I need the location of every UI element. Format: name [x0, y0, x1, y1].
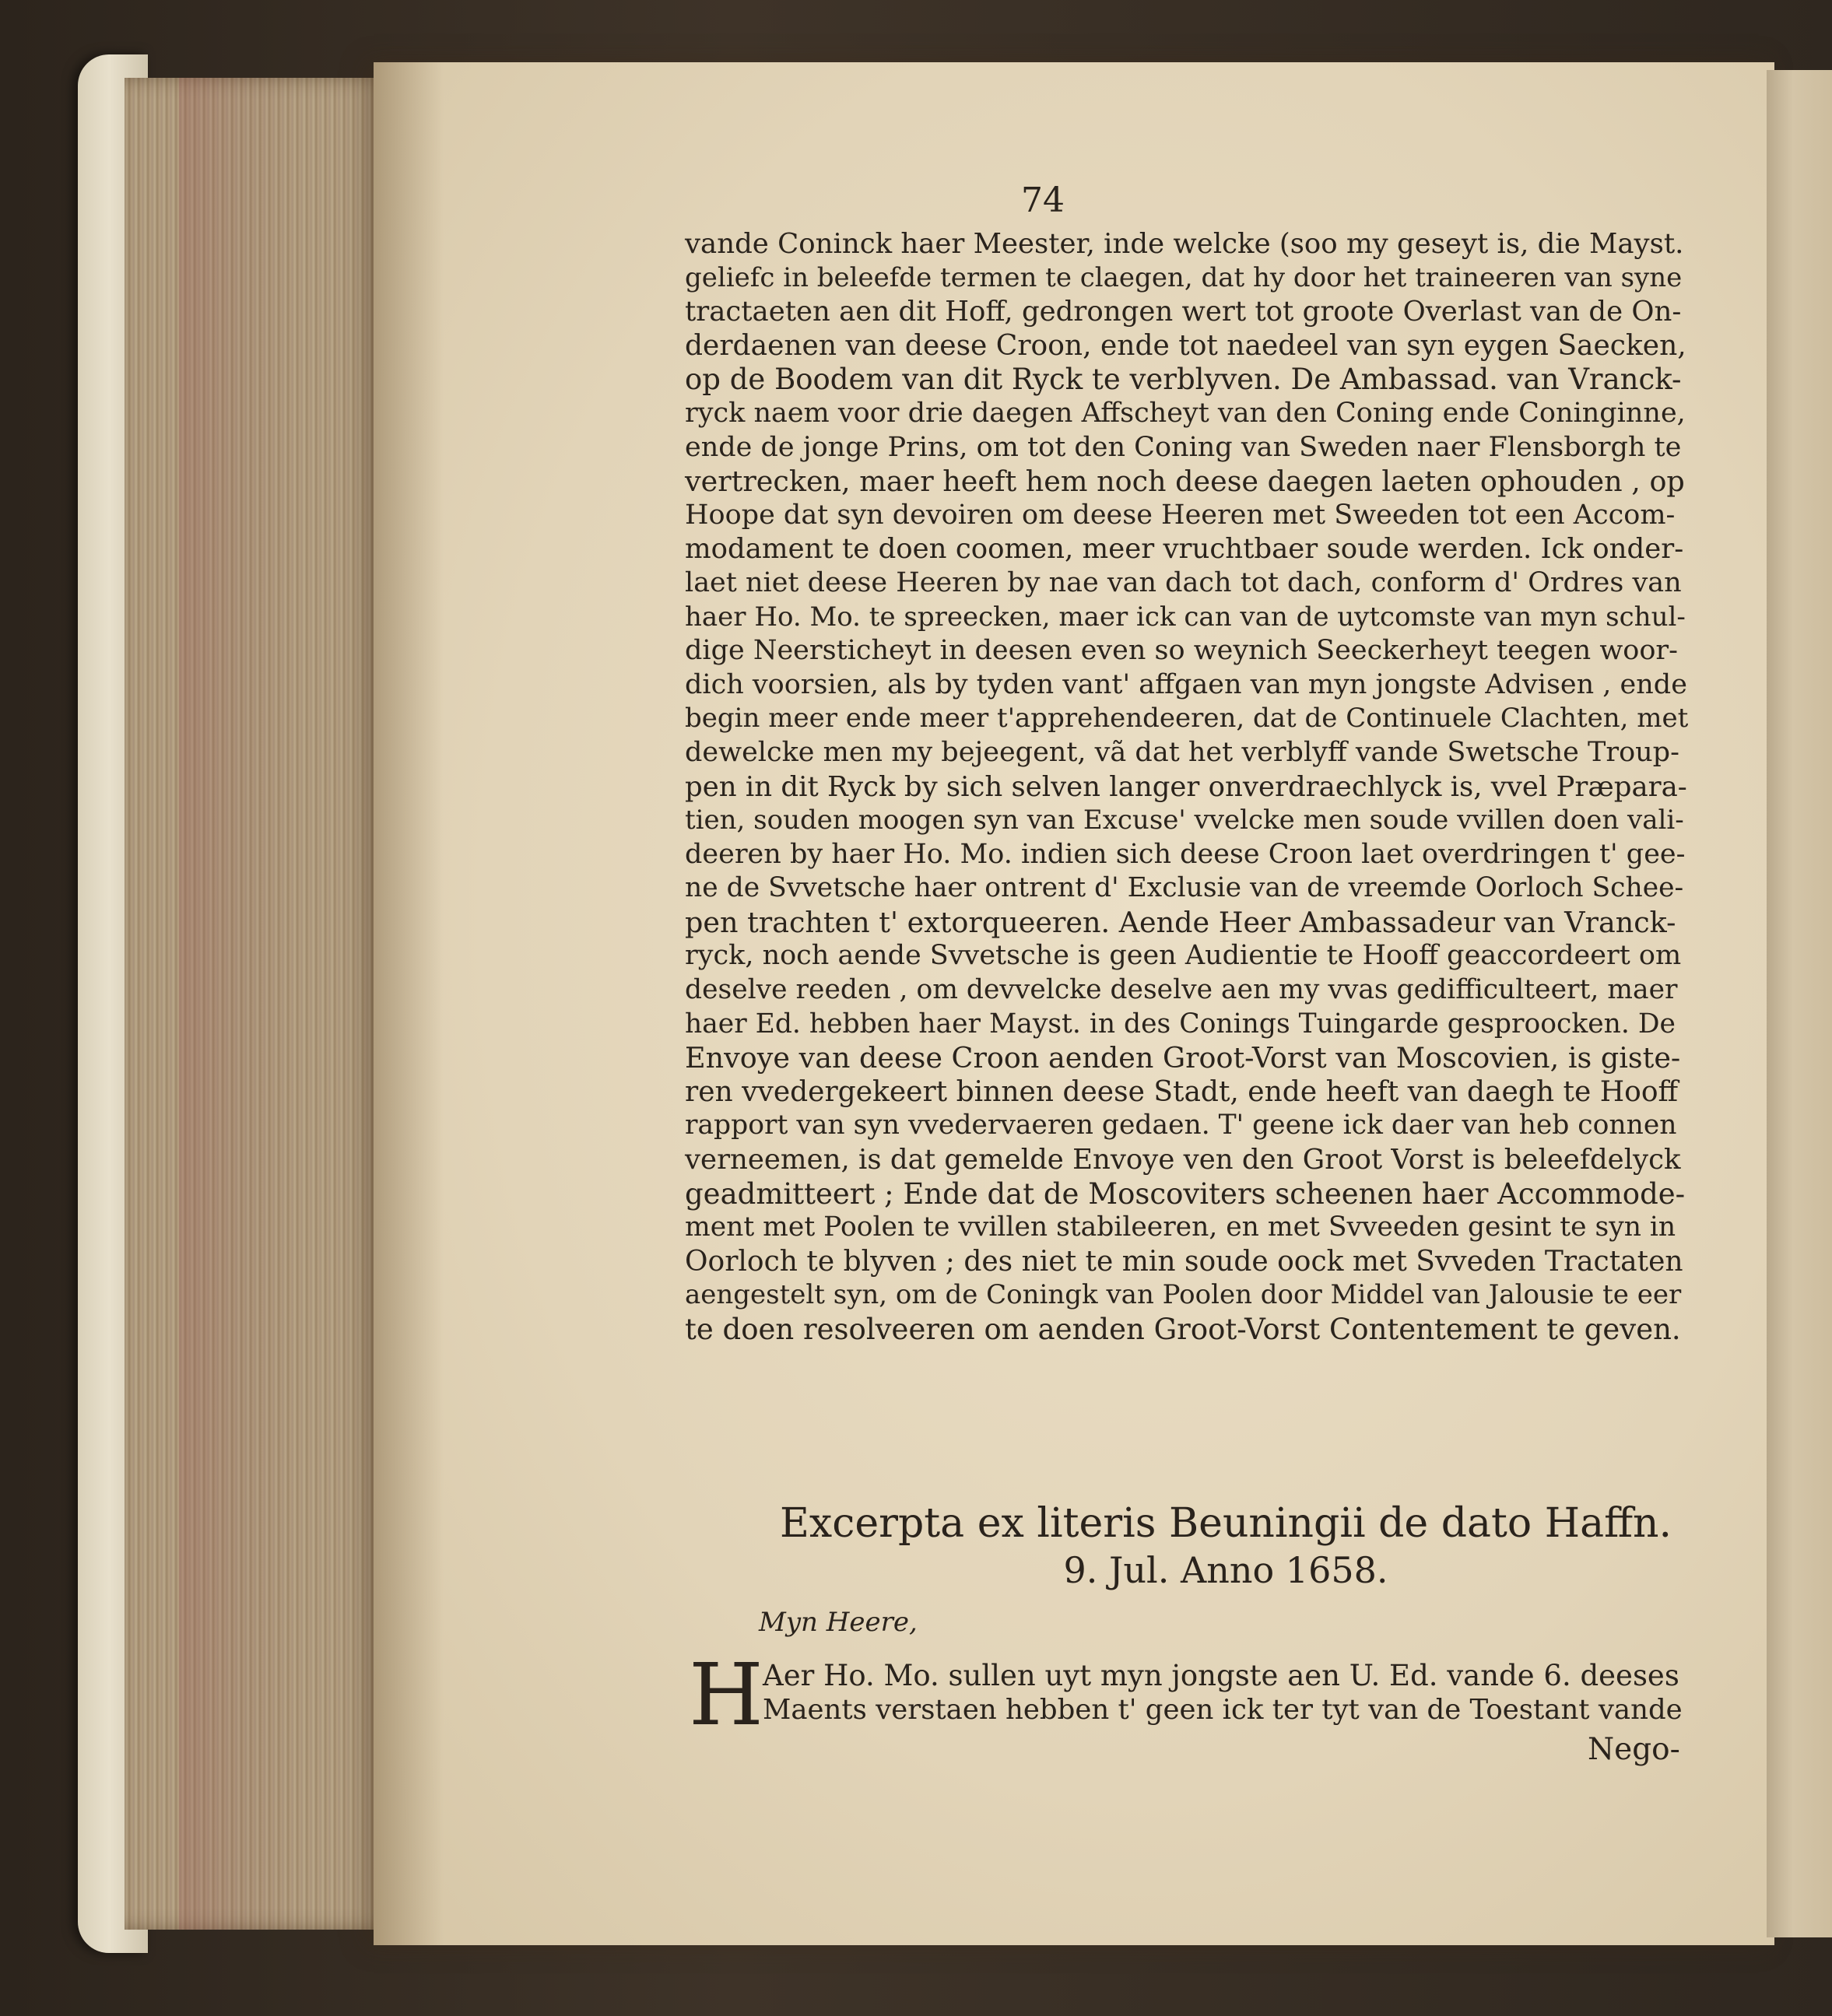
section-heading	[778, 1500, 1673, 1594]
text-line: haer Ho. Mo. te spreecken, maer ick can van de uytcomste van myn schul-	[685, 601, 1686, 633]
text-line: tractaeten aen dit Hoff, gedrongen wert tot groote Overlast van de On-	[685, 296, 1682, 328]
text-line: ren vvedergekeert binnen deese Stadt, ende heeft van daegh te Hooff	[685, 1075, 1679, 1108]
heading-line-1: Excerpta ex literis Beuningii de dato Haffn.	[779, 1500, 1672, 1547]
text-line: geadmitteert ; Ende dat de Moscoviters scheenen haer Accommode-	[685, 1176, 1686, 1211]
text-line: Oorloch te blyven ; des niet te min soude oock met Svveden Tractaten	[685, 1245, 1683, 1278]
text-line: Envoye van deese Croon aenden Groot-Vorst van Moscovien, is giste-	[685, 1041, 1681, 1075]
text-line: vertrecken, maer heeft hem noch deese daegen laeten ophouden , op	[685, 465, 1685, 499]
text-line: te doen resolveeren om aenden Groot-Vorst Contentement te geven.	[685, 1313, 1681, 1346]
text-line: derdaenen van deese Croon, ende tot naedeel van syn eygen Saecken,	[685, 329, 1686, 362]
text-line: ende de jonge Prins, om tot den Coning van Sweden naer Flensborgh te	[685, 431, 1682, 463]
text-line: rapport van syn vvedervaeren gedaen. T' geene ick daer van heb connen	[685, 1110, 1677, 1141]
text-line: deeren by haer Ho. Mo. indien sich deese Croon laet overdringen t' gee-	[685, 838, 1686, 870]
text-line: op de Boodem van dit Ryck te verblyven. De Ambassad. van Vranck-	[685, 363, 1682, 397]
main-paragraph	[685, 227, 1689, 1347]
catchword: Nego-	[1588, 1732, 1680, 1767]
text-line: geliefc in beleefde termen te claegen, dat hy door het traineeren van syne	[685, 261, 1683, 293]
text-line: dewelcke men my bejeegent, vã dat het verblyff vande Swetsche Troup-	[685, 736, 1679, 768]
text-line: pen in dit Ryck by sich selven langer onverdraechlyck is, vvel Præpara-	[685, 770, 1687, 803]
drop-cap-initial: H	[689, 1645, 763, 1744]
text-line: begin meer ende meer t'apprehendeeren, dat de Continuele Clachten, met	[685, 703, 1689, 735]
text-line: dich voorsien, als by tyden vant' affgaen van myn jongste Advisen , ende	[685, 668, 1687, 700]
text-line: Maents verstaen hebben t' geen ick ter tyt van de Toestant vande	[763, 1693, 1683, 1726]
text-line: Aer Ho. Mo. sullen uyt myn jongste aen U. Ed. vande 6. deeses	[763, 1659, 1679, 1692]
text-line: haer Ed. hebben haer Mayst. in des Conings Tuingarde gesproocken. De	[685, 1008, 1676, 1040]
text-line: ryck naem voor drie daegen Affscheyt van den Coning ende Coninginne,	[685, 397, 1686, 429]
text-line: vande Coninck haer Meester, inde welcke (soo my geseyt is, die Mayst.	[685, 228, 1684, 260]
text-line: aengestelt syn, om de Coningk van Poolen door Middel van Jalousie te eer	[685, 1279, 1682, 1311]
text-line: pen trachten t' extorqueeren. Aende Heer Ambassadeur van Vranck-	[685, 905, 1676, 939]
text-line: tien, souden moogen syn van Excuse' vvelcke men soude vvillen doen vali-	[685, 805, 1684, 836]
text-line: ment met Poolen te vvillen stabileeren, en met Svveeden gesint te syn in	[685, 1211, 1676, 1243]
text-line: Hoope dat syn devoiren om deese Heeren met Sweeden tot een Accom-	[685, 499, 1676, 531]
text-line: ryck, noch aende Svvetsche is geen Audientie te Hooff geaccordeert om	[685, 940, 1682, 972]
text-line: verneemen, is dat gemelde Envoye ven den Groot Vorst is beleefdelyck	[685, 1144, 1681, 1176]
letter-paragraph	[763, 1659, 1689, 1727]
salutation: Myn Heere,	[759, 1607, 918, 1638]
facing-page-edge	[1767, 70, 1832, 1937]
text-line: deselve reeden , om devvelcke deselve aen my vvas gedifficulteert, maer	[685, 974, 1678, 1006]
text-line: ne de Svvetsche haer ontrent d' Exclusie van de vreemde Oorloch Schee-	[685, 872, 1684, 904]
text-line: dige Neersticheyt in deesen even so weynich Seeckerheyt teegen woor-	[685, 635, 1678, 667]
text-line: laet niet deese Heeren by nae van dach tot dach, conform d' Ordres van	[685, 566, 1682, 598]
heading-line-2: 9. Jul. Anno 1658.	[1063, 1549, 1388, 1591]
page-number: 74	[1021, 181, 1065, 220]
page-block-edge	[125, 78, 389, 1930]
text-line: modament te doen coomen, meer vruchtbaer soude werden. Ick onder-	[685, 533, 1684, 566]
